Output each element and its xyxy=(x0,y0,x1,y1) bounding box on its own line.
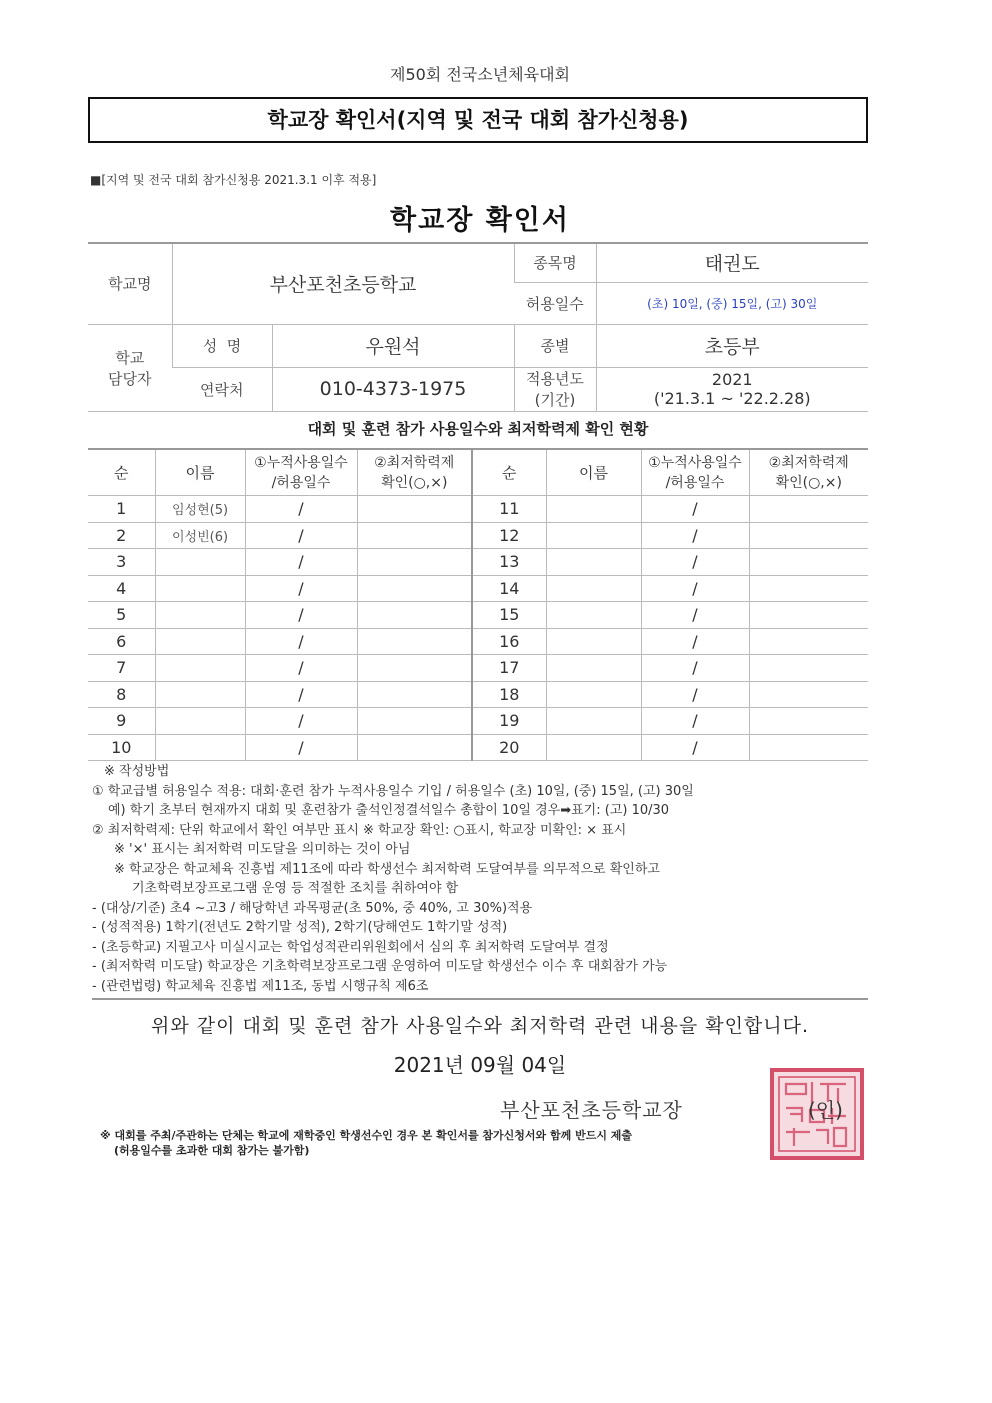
student-name xyxy=(546,549,641,576)
min-academic-check xyxy=(749,602,868,629)
student-name xyxy=(155,708,245,735)
student-name xyxy=(546,681,641,708)
min-academic-check xyxy=(357,628,472,655)
document-box-title: 학교장 확인서(지역 및 전국 대회 참가신청용) xyxy=(88,97,868,143)
year-label-line2: (기간) xyxy=(534,391,576,409)
min-academic-check xyxy=(749,496,868,523)
row-number: 19 xyxy=(472,708,546,735)
days-used: / xyxy=(245,575,357,602)
min-academic-check xyxy=(357,708,472,735)
table-row xyxy=(88,575,868,602)
row-number: 18 xyxy=(472,681,546,708)
sport-value: 태권도 xyxy=(596,243,868,282)
days-used: / xyxy=(245,602,357,629)
min-academic-check xyxy=(357,575,472,602)
table-row xyxy=(88,496,868,523)
days-used: / xyxy=(641,522,749,549)
table-row xyxy=(88,549,868,576)
min-academic-check xyxy=(749,708,868,735)
year-value-line2: ('21.3.1 ~ '22.2.28) xyxy=(653,389,811,408)
student-name xyxy=(546,575,641,602)
footnote-line2: (허용일수를 초과한 대회 참가는 불가함) xyxy=(114,1144,310,1157)
student-name xyxy=(155,628,245,655)
student-name: 이성빈(6) xyxy=(155,522,245,549)
days-used: / xyxy=(641,575,749,602)
student-name xyxy=(155,549,245,576)
applicability-notice: ■[지역 및 전국 대회 참가신청용 2021.3.1 이후 적용] xyxy=(90,173,377,187)
note-2-b: ※ 학교장은 학교체육 진흥법 제11조에 따라 학생선수 최저학력 도달여부를 의무적으로 확인하고 xyxy=(114,861,660,877)
col-header-min-line1: ②최저학력제 xyxy=(768,454,849,471)
row-number: 3 xyxy=(88,549,155,576)
student-name xyxy=(546,522,641,549)
days-used: / xyxy=(245,708,357,735)
student-name xyxy=(546,628,641,655)
name-label: 성 명 xyxy=(172,324,272,367)
row-number: 14 xyxy=(472,575,546,602)
allowed-days-label: 허용일수 xyxy=(514,282,596,324)
days-used: / xyxy=(641,681,749,708)
min-academic-check xyxy=(357,496,472,523)
days-used: / xyxy=(245,496,357,523)
days-used: / xyxy=(641,708,749,735)
category-value: 초등부 xyxy=(596,324,868,367)
student-name xyxy=(546,655,641,682)
row-number: 1 xyxy=(88,496,155,523)
row-number: 10 xyxy=(88,734,155,761)
days-used: / xyxy=(641,734,749,761)
table-row xyxy=(88,602,868,629)
category-label: 종별 xyxy=(514,324,596,367)
min-academic-check xyxy=(749,734,868,761)
row-number: 4 xyxy=(88,575,155,602)
row-number: 6 xyxy=(88,628,155,655)
min-academic-check xyxy=(357,655,472,682)
detail-4: - (최저학력 미도달) 학교장은 기초학력보장프로그램 운영하여 미도달 학생선수 이수 후 대회참가 가능 xyxy=(92,959,668,974)
days-used: / xyxy=(641,602,749,629)
detail-3: - (초등학교) 지필고사 미실시교는 학업성적관리위원회에서 심의 후 최저학력 도달여부 결정 xyxy=(92,939,609,955)
school-value: 부산포천초등학교 xyxy=(172,243,514,324)
row-number: 15 xyxy=(472,602,546,629)
contact-label-line2: 담당자 xyxy=(108,369,152,388)
col-header-days xyxy=(245,449,357,496)
year-label xyxy=(514,367,596,411)
confirmation-statement: 위와 같이 대회 및 훈련 참가 사용일수와 최저학력 관련 내용을 확인합니다. xyxy=(150,1015,810,1037)
note-1-example: 예) 학기 초부터 현재까지 대회 및 훈련참가 출석인정결석일수 총합이 10일 경우➡표기: (고) 10/30 xyxy=(108,803,670,818)
days-used: / xyxy=(641,496,749,523)
days-used: / xyxy=(245,628,357,655)
student-name: 임성현(5) xyxy=(155,496,245,523)
name-value: 우원석 xyxy=(272,324,514,367)
contact-label-line1: 학교 xyxy=(115,348,145,367)
min-academic-check xyxy=(749,655,868,682)
note-1: ① 학교급별 허용일수 적용: 대회·훈련 참가 누적사용일수 기입 / 허용일수 (초) 10일, (중) 15일, (고) 30일 xyxy=(92,783,694,799)
row-number: 17 xyxy=(472,655,546,682)
min-academic-check xyxy=(749,522,868,549)
min-academic-check xyxy=(357,549,472,576)
row-number: 16 xyxy=(472,628,546,655)
student-name xyxy=(546,496,641,523)
min-academic-check xyxy=(749,628,868,655)
table-row xyxy=(88,628,868,655)
row-number: 9 xyxy=(88,708,155,735)
col-header-min xyxy=(357,449,472,496)
info-table xyxy=(88,242,868,412)
note-2: ② 최저학력제: 단위 학교에서 확인 여부만 표시 ※ 학교장 확인: ○표시, 학교장 미확인: × 표시 xyxy=(92,822,627,838)
row-number: 2 xyxy=(88,522,155,549)
instructions xyxy=(92,762,872,996)
school-label: 학교명 xyxy=(88,243,172,324)
student-name xyxy=(155,655,245,682)
footnote xyxy=(100,1128,790,1158)
issue-date: 2021년 09월 04일 xyxy=(393,1053,567,1077)
col-header-days-line1: ①누적사용일수 xyxy=(648,454,742,471)
days-used: / xyxy=(641,655,749,682)
min-academic-check xyxy=(357,734,472,761)
seal-label: (인) xyxy=(808,1098,843,1122)
row-number: 7 xyxy=(88,655,155,682)
phone-label: 연락처 xyxy=(172,367,272,411)
student-name xyxy=(155,681,245,708)
year-value-line1: 2021 xyxy=(711,370,753,389)
table-row xyxy=(88,708,868,735)
col-header-min xyxy=(749,449,868,496)
year-value xyxy=(596,367,868,411)
days-used: / xyxy=(245,734,357,761)
instructions-heading: ※ 작성방법 xyxy=(104,764,170,779)
detail-5: - (관련법령) 학교체육 진흥법 제11조, 동법 시행규칙 제6조 xyxy=(92,978,429,994)
student-name xyxy=(155,602,245,629)
student-name xyxy=(546,708,641,735)
min-academic-check xyxy=(357,522,472,549)
days-used: / xyxy=(245,549,357,576)
detail-1: - (대상/기준) 초4 ~고3 / 해당학년 과목평균(초 50%, 중 40%, 고 30%)적용 xyxy=(92,900,533,916)
student-name xyxy=(546,734,641,761)
days-used: / xyxy=(641,628,749,655)
table-row xyxy=(88,681,868,708)
allowed-days-value: (초) 10일, (중) 15일, (고) 30일 xyxy=(596,282,868,324)
days-used: / xyxy=(245,522,357,549)
section-title: 대회 및 훈련 참가 사용일수와 최저학력제 확인 현황 xyxy=(307,420,649,438)
col-header-min-line2: 확인(○,×) xyxy=(775,474,842,491)
note-2-a: ※ '×' 표시는 최저학력 미도달을 의미하는 것이 아님 xyxy=(114,842,411,857)
page-title: 학교장 확인서 xyxy=(390,205,570,236)
row-number: 11 xyxy=(472,496,546,523)
event-title: 제50회 전국소년체육대회 xyxy=(389,65,570,84)
col-header-days-line1: ①누적사용일수 xyxy=(254,454,348,471)
col-header-min-line2: 확인(○,×) xyxy=(381,474,448,491)
table-row xyxy=(88,522,868,549)
col-header-days-line2: /허용일수 xyxy=(665,474,725,491)
row-number: 8 xyxy=(88,681,155,708)
days-used: / xyxy=(245,655,357,682)
year-label-line1: 적용년도 xyxy=(526,370,584,388)
note-2-c: 기초학력보장프로그램 운영 등 적절한 조치를 취하여야 함 xyxy=(132,881,459,896)
participation-table xyxy=(88,448,868,761)
col-header-min-line1: ②최저학력제 xyxy=(374,454,455,471)
student-name xyxy=(546,602,641,629)
min-academic-check xyxy=(749,681,868,708)
min-academic-check xyxy=(357,681,472,708)
student-name xyxy=(155,734,245,761)
min-academic-check xyxy=(749,575,868,602)
row-number: 20 xyxy=(472,734,546,761)
table-row xyxy=(88,734,868,761)
days-used: / xyxy=(245,681,357,708)
detail-2: - (성적적용) 1학기(전년도 2학기말 성적), 2학기(당해연도 1학기말 성적) xyxy=(92,920,508,935)
footnote-line1: ※ 대회를 주최/주관하는 단체는 학교에 재학중인 학생선수인 경우 본 확인서를 참가신청서와 함께 반드시 제출 xyxy=(100,1129,633,1142)
col-header-days xyxy=(641,449,749,496)
col-header-days-line2: /허용일수 xyxy=(271,474,331,491)
days-used: / xyxy=(641,549,749,576)
divider xyxy=(92,998,868,1000)
student-name xyxy=(155,575,245,602)
row-number: 13 xyxy=(472,549,546,576)
min-academic-check xyxy=(357,602,472,629)
col-header-name: 이름 xyxy=(155,449,245,496)
principal-signature: 부산포천초등학교장 xyxy=(500,1098,683,1122)
row-number: 5 xyxy=(88,602,155,629)
phone-value: 010-4373-1975 xyxy=(272,367,514,411)
col-header-no: 순 xyxy=(472,449,546,496)
table-row xyxy=(88,655,868,682)
col-header-name: 이름 xyxy=(546,449,641,496)
contact-person-label xyxy=(88,324,172,411)
col-header-no: 순 xyxy=(88,449,155,496)
min-academic-check xyxy=(749,549,868,576)
sport-label: 종목명 xyxy=(514,243,596,282)
row-number: 12 xyxy=(472,522,546,549)
